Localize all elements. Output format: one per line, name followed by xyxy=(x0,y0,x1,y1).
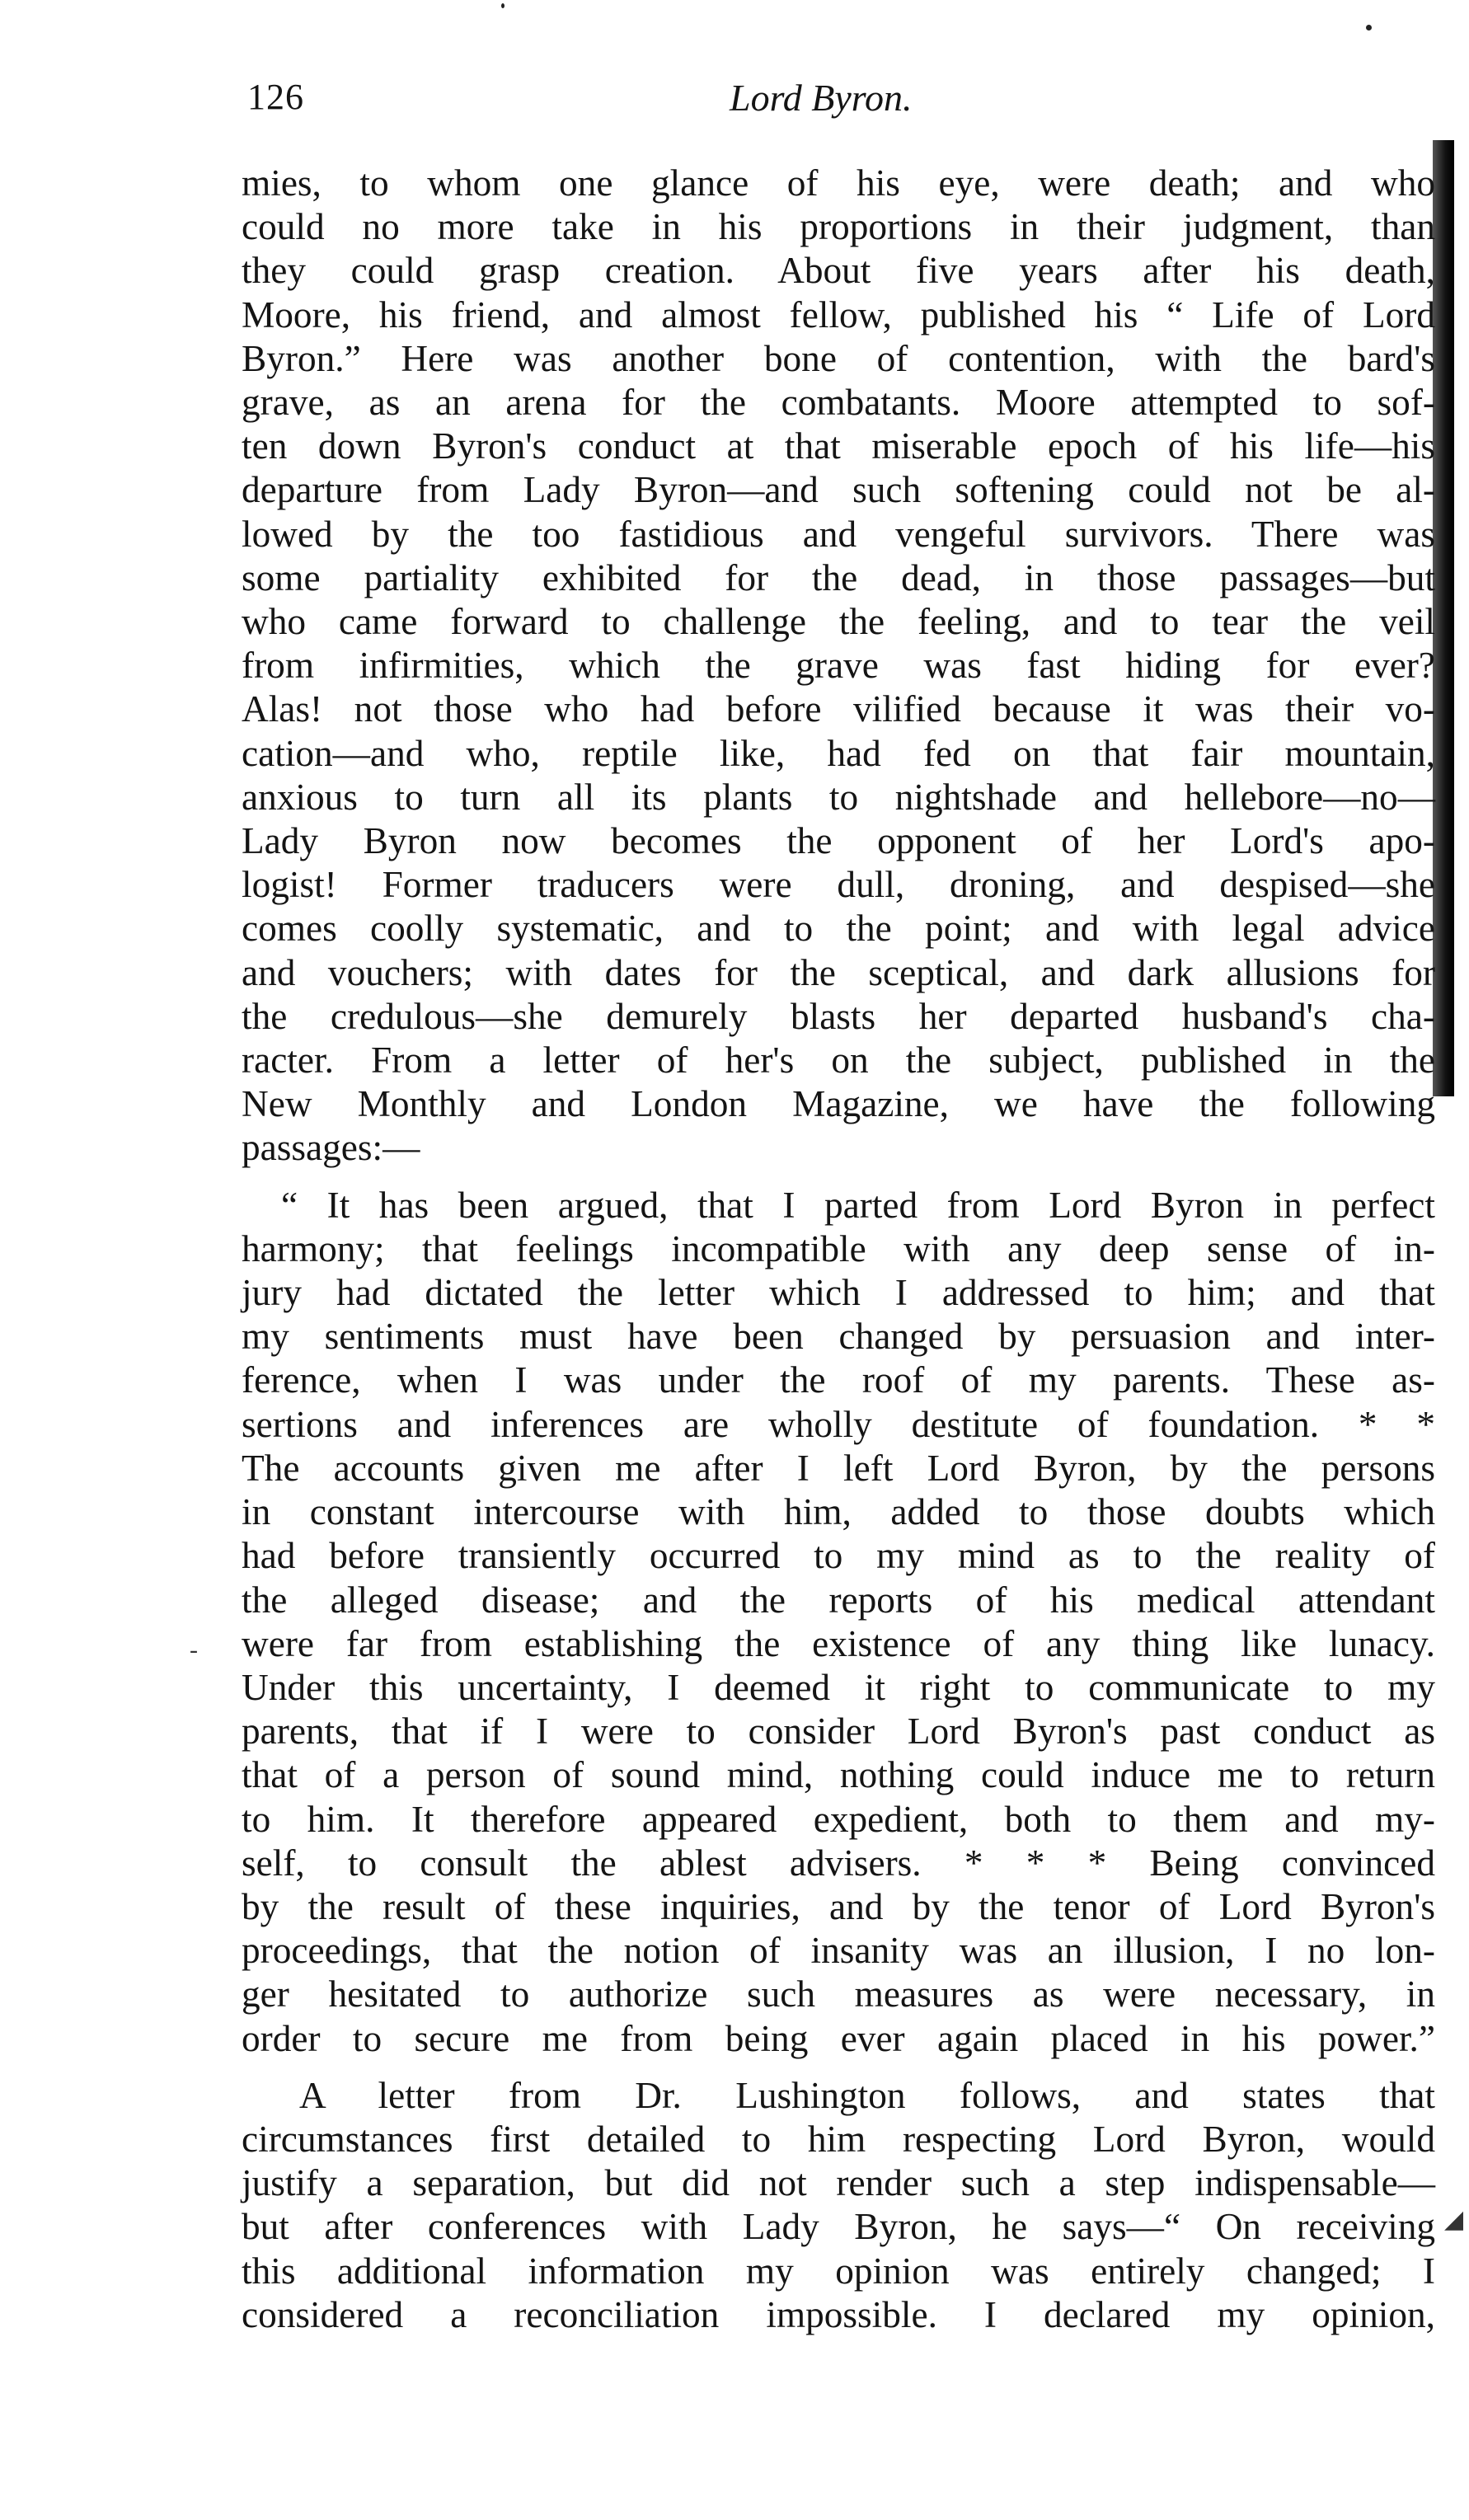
text-line: justify a separation, but did not render such a step indispensable— xyxy=(242,2162,1435,2204)
text-line: lowed by the too fastidious and vengeful survivors. There was xyxy=(242,513,1435,555)
text-line: harmony; that feelings incompatible with any deep sense of in- xyxy=(242,1227,1435,1269)
text-line: my sentiments must have been changed by persuasion and inter- xyxy=(242,1316,1435,1358)
ink-speck xyxy=(1366,25,1372,31)
text-line: “ It has been argued, that I parted from Lord Byron in perfect xyxy=(281,1184,1435,1226)
text-line: order to secure me from being ever again placed in his power.” xyxy=(242,2017,1435,2059)
text-line: this additional information my opinion was entirely changed; I xyxy=(242,2250,1435,2292)
paragraph-narrative xyxy=(242,162,1435,1171)
text-line: parents, that if I were to consider Lord Byron's past conduct as xyxy=(242,1711,1435,1753)
margin-mark: - xyxy=(190,1636,198,1664)
body-text xyxy=(242,162,1435,2337)
page-header xyxy=(247,76,1418,125)
text-line: the alleged disease; and the reports of his medical attendant xyxy=(242,1579,1435,1621)
text-line: some partiality exhibited for the dead, in those passages—but xyxy=(242,556,1435,598)
text-line: proceedings, that the notion of insanity was an illusion, I no lon- xyxy=(242,1930,1435,1972)
text-line: Byron.” Here was another bone of contention, with the bard's xyxy=(242,337,1435,379)
text-line: to him. It therefore appeared expedient, both to them and my- xyxy=(242,1798,1435,1840)
text-line: Moore, his friend, and almost fellow, published his “ Life of Lord xyxy=(242,293,1435,336)
text-line: self, to consult the ablest advisers. * * * Being convinced xyxy=(242,1842,1435,1884)
text-line: that of a person of sound mind, nothing could induce me to return xyxy=(242,1754,1435,1796)
running-title: Lord Byron. xyxy=(730,77,913,119)
text-line: jury had dictated the letter which I addressed to him; and that xyxy=(242,1272,1435,1314)
text-line: departure from Lady Byron—and such softening could not be al- xyxy=(242,469,1435,511)
text-line: from infirmities, which the grave was fast hiding for ever? xyxy=(242,645,1435,687)
text-line: the credulous—she demurely blasts her departed husband's cha- xyxy=(242,995,1435,1037)
text-line: ten down Byron's conduct at that miserable epoch of his life—his xyxy=(242,425,1435,467)
text-line: cation—and who, reptile like, had fed on that fair mountain, xyxy=(242,732,1435,774)
text-line: Alas! not those who had before vilified because it was their vo- xyxy=(242,688,1435,730)
text-line: The accounts given me after I left Lord Byron, by the persons xyxy=(242,1447,1435,1489)
text-line: A letter from Dr. Lushington follows, and states that xyxy=(299,2074,1435,2116)
text-line: by the result of these inquiries, and by the tenor of Lord Byron's xyxy=(242,1885,1435,1927)
text-line: grave, as an arena for the combatants. Moore attempted to sof- xyxy=(242,382,1435,424)
text-line: circumstances first detailed to him respecting Lord Byron, would xyxy=(242,2118,1435,2160)
page-number: 126 xyxy=(247,77,304,117)
text-line: anxious to turn all its plants to nightshade and hellebore—no— xyxy=(242,776,1435,818)
text-line: and vouchers; with dates for the sceptical, and dark allusions for xyxy=(242,951,1435,993)
paragraph-narrative xyxy=(242,2074,1435,2337)
text-line: racter. From a letter of her's on the subject, published in the xyxy=(242,1039,1435,1082)
text-line: passages:— xyxy=(242,1127,420,1169)
text-line: ference, when I was under the roof of my parents. These as- xyxy=(242,1359,1435,1401)
text-line: sertions and inferences are wholly destitute of foundation. * * xyxy=(242,1403,1435,1445)
text-line: considered a reconciliation impossible. I declared my opinion, xyxy=(242,2293,1435,2335)
text-line: who came forward to challenge the feeling, and to tear the veil xyxy=(242,601,1435,643)
text-line: Lady Byron now becomes the opponent of her Lord's apo- xyxy=(242,820,1435,862)
paragraph-gap xyxy=(242,1171,1435,1184)
text-line: comes coolly systematic, and to the point; and with legal advice xyxy=(242,908,1435,950)
text-line: in constant intercourse with him, added to those doubts which xyxy=(242,1491,1435,1533)
text-line: mies, to whom one glance of his eye, were death; and who xyxy=(242,162,1435,204)
paragraph-gap xyxy=(242,2061,1435,2074)
text-line: could no more take in his proportions in their judgment, than xyxy=(242,206,1435,248)
text-line: but after conferences with Lady Byron, he says—“ On receiving xyxy=(242,2206,1435,2248)
text-line: had before transiently occurred to my mind as to the reality of xyxy=(242,1535,1435,1577)
text-line: New Monthly and London Magazine, we have the following xyxy=(242,1083,1435,1125)
margin-arrow-mark: ◢ xyxy=(1444,2206,1464,2233)
text-line: ger hesitated to authorize such measures as were necessary, in xyxy=(242,1973,1435,2016)
text-line: Under this uncertainty, I deemed it right to communicate to my xyxy=(242,1666,1435,1708)
text-line: logist! Former traducers were dull, droning, and despised—she xyxy=(242,864,1435,906)
text-line: they could grasp creation. About five years after his death, xyxy=(242,250,1435,292)
paragraph-quotation xyxy=(242,1184,1435,2061)
page-edge-shadow xyxy=(1433,140,1454,1096)
ink-speck xyxy=(501,3,505,8)
text-line: were far from establishing the existence of any thing like lunacy. xyxy=(242,1622,1435,1664)
